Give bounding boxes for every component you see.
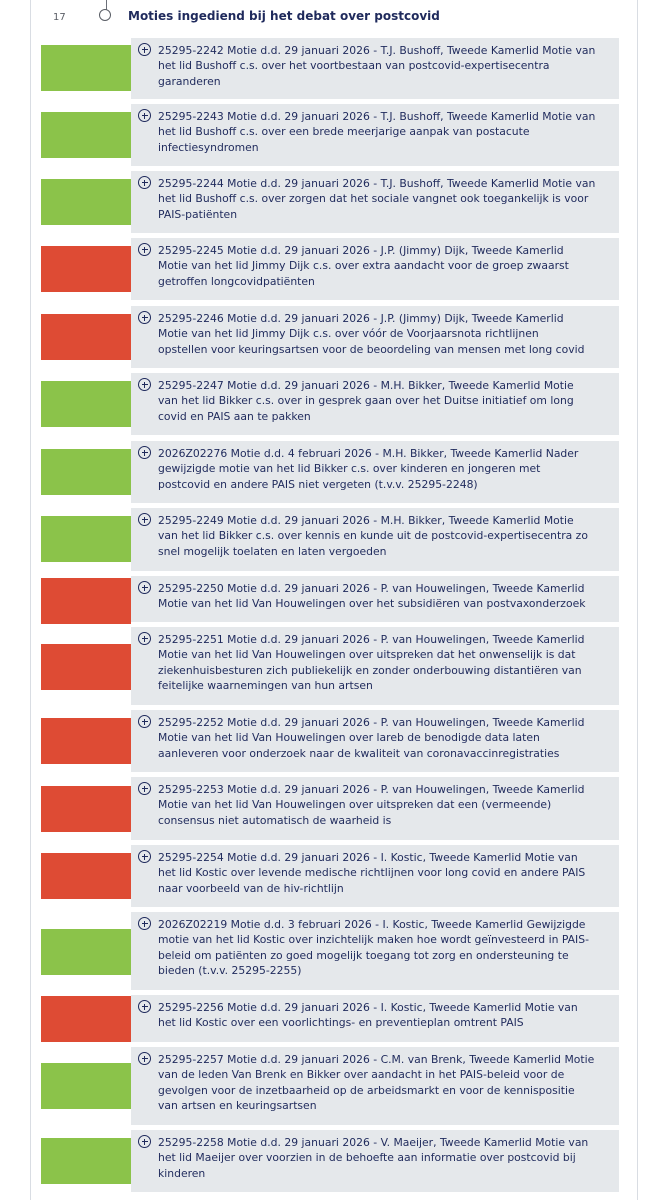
motion-card[interactable] (131, 1047, 619, 1125)
motion-text: 25295-2247 Motie d.d. 29 januari 2026 - M.H. Bikker, Tweede Kamerlid Motie van het lid Bikker c.s. over in gesprek gaan over het Duitse initiatief om long covid en PAIS aan te pakken (158, 379, 574, 423)
expand-plus-icon[interactable] (138, 917, 151, 930)
vote-result-rejected (41, 314, 131, 360)
expand-plus-icon[interactable] (138, 176, 151, 189)
expand-plus-icon[interactable] (138, 446, 151, 459)
vote-result-adopted (41, 449, 131, 495)
expand-plus-icon[interactable] (138, 1135, 151, 1148)
motion-card[interactable] (131, 777, 619, 840)
vote-result-rejected (41, 578, 131, 624)
motion-text: 2026Z02219 Motie d.d. 3 februari 2026 - I. Kostic, Tweede Kamerlid Gewijzigde motie van het lid Kostic over inzichtelijk maken hoe wordt geïnvesteerd in PAIS- beleid om patiënten zo goed mogelijk toegang tot zorg en ondersteuning te bieden (t.v.v. 25295-2255) (158, 918, 589, 978)
expand-plus-icon[interactable] (138, 43, 151, 56)
motion-text: 25295-2253 Motie d.d. 29 januari 2026 - P. van Houwelingen, Tweede Kamerlid Motie van het lid Van Houwelingen over uitspreken dat een (vermeende) consensus niet automatisch de waarheid is (158, 783, 585, 827)
motion-card[interactable] (131, 171, 619, 233)
motion-text: 25295-2254 Motie d.d. 29 januari 2026 - I. Kostic, Tweede Kamerlid Motie van het lid Kostic over levende medische richtlijnen voor long covid en andere PAIS naar voorbeeld van de hiv-richtlijn (158, 851, 586, 895)
motion-card[interactable] (131, 710, 619, 772)
expand-plus-icon[interactable] (138, 1000, 151, 1013)
vote-result-adopted (41, 45, 131, 91)
vote-result-adopted (41, 1063, 131, 1109)
row-number: 17 (53, 12, 66, 23)
expand-plus-icon[interactable] (138, 311, 151, 324)
motion-card[interactable] (131, 373, 619, 435)
expand-plus-icon[interactable] (138, 632, 151, 645)
expand-plus-icon[interactable] (138, 581, 151, 594)
vote-result-rejected (41, 718, 131, 764)
motion-text: 25295-2251 Motie d.d. 29 januari 2026 - P. van Houwelingen, Tweede Kamerlid Motie van het lid Van Houwelingen over uitspreken dat het onwenselijk is dat ziekenhuisbesturen zich publiekelijk en zonder onderbouwing distantiëren van feitelijke waarnemingen van hun artsen (158, 633, 585, 693)
expand-plus-icon[interactable] (138, 243, 151, 256)
motion-text: 25295-2242 Motie d.d. 29 januari 2026 - T.J. Bushoff, Tweede Kamerlid Motie van het lid Bushoff c.s. over het voortbestaan van postcovid-expertisecentra garanderen (158, 44, 596, 88)
expand-plus-icon[interactable] (138, 1052, 151, 1065)
motion-card[interactable] (131, 845, 619, 907)
motion-card[interactable] (131, 995, 619, 1042)
expand-plus-icon[interactable] (138, 109, 151, 122)
motion-card[interactable] (131, 238, 619, 300)
motion-text: 25295-2256 Motie d.d. 29 januari 2026 - I. Kostic, Tweede Kamerlid Motie van het lid Kostic over een voorlichtings- en preventieplan omtrent PAIS (158, 1001, 578, 1030)
motion-text: 25295-2243 Motie d.d. 29 januari 2026 - T.J. Bushoff, Tweede Kamerlid Motie van het lid Bushoff c.s. over een brede meerjarige aanpak van postacute infectiesyndromen (158, 110, 596, 154)
motion-text: 25295-2257 Motie d.d. 29 januari 2026 - C.M. van Brenk, Tweede Kamerlid Motie van de leden Van Brenk en Bikker over aandacht in het PAIS-beleid voor de gevolgen voor de inzetbaarheid op de arbeidsmarkt en voor de kennispositie van artsen en keuringsartsen (158, 1053, 595, 1113)
motion-text: 25295-2244 Motie d.d. 29 januari 2026 - T.J. Bushoff, Tweede Kamerlid Motie van het lid Bushoff c.s. over zorgen dat het sociale vangnet ook toegankelijk is voor PAIS-patiënten (158, 177, 596, 221)
vote-result-adopted (41, 381, 131, 427)
vote-result-rejected (41, 786, 131, 832)
vote-result-adopted (41, 112, 131, 158)
expand-plus-icon[interactable] (138, 850, 151, 863)
expand-plus-icon[interactable] (138, 513, 151, 526)
motion-text: 25295-2250 Motie d.d. 29 januari 2026 - P. van Houwelingen, Tweede Kamerlid Motie van het lid Van Houwelingen over het subsidiëren van postvaxonderzoek (158, 582, 586, 611)
motion-card[interactable] (131, 912, 619, 990)
motion-text: 25295-2245 Motie d.d. 29 januari 2026 - J.P. (Jimmy) Dijk, Tweede Kamerlid Motie van het lid Jimmy Dijk c.s. over extra aandacht voor de groep zwaarst getroffen longcovidpatiënten (158, 244, 569, 288)
vote-result-rejected (41, 853, 131, 899)
expand-plus-icon[interactable] (138, 715, 151, 728)
vote-result-rejected (41, 246, 131, 292)
motion-card[interactable] (131, 627, 619, 705)
motion-card[interactable] (131, 508, 619, 571)
expand-plus-icon[interactable] (138, 378, 151, 391)
motion-card[interactable] (131, 104, 619, 166)
vote-result-adopted (41, 929, 131, 975)
section-title: Moties ingediend bij het debat over postcovid (128, 9, 440, 23)
motion-text: 25295-2258 Motie d.d. 29 januari 2026 - V. Maeijer, Tweede Kamerlid Motie van het lid Maeijer over voorzien in de behoefte aan informatie over postcovid bij kinderen (158, 1136, 589, 1180)
motion-card[interactable] (131, 38, 619, 99)
vote-result-adopted (41, 179, 131, 225)
vote-result-adopted (41, 1138, 131, 1184)
motion-text: 25295-2246 Motie d.d. 29 januari 2026 - J.P. (Jimmy) Dijk, Tweede Kamerlid Motie van het lid Jimmy Dijk c.s. over vóór de Voorjaarsnota richtlijnen opstellen voor keuringsartsen voor de beoordeling van mensen met long covid (158, 312, 585, 356)
motion-text: 2026Z02276 Motie d.d. 4 februari 2026 - M.H. Bikker, Tweede Kamerlid Nader gewijzigde motie van het lid Bikker c.s. over kinderen en jongeren met postcovid en andere PAIS niet vergeten (t.v.v. 25295-2248) (158, 447, 579, 491)
expand-plus-icon[interactable] (138, 782, 151, 795)
motion-card[interactable] (131, 441, 619, 503)
vote-result-rejected (41, 996, 131, 1042)
motion-card[interactable] (131, 306, 619, 368)
motion-text: 25295-2252 Motie d.d. 29 januari 2026 - P. van Houwelingen, Tweede Kamerlid Motie van het lid Van Houwelingen over lareb de benodigde data laten aanleveren voor onderzoek naar de kwaliteit van coronavaccinregistraties (158, 716, 585, 760)
timeline-node-icon (99, 9, 111, 21)
vote-result-rejected (41, 644, 131, 690)
motion-card[interactable] (131, 576, 619, 622)
motion-text: 25295-2249 Motie d.d. 29 januari 2026 - M.H. Bikker, Tweede Kamerlid Motie van het lid Bikker c.s. over kennis en kunde uit de postcovid-expertisecentra zo snel mogelijk toelaten en laten vergoeden (158, 514, 588, 558)
motion-card[interactable] (131, 1130, 619, 1192)
vote-result-adopted (41, 516, 131, 562)
